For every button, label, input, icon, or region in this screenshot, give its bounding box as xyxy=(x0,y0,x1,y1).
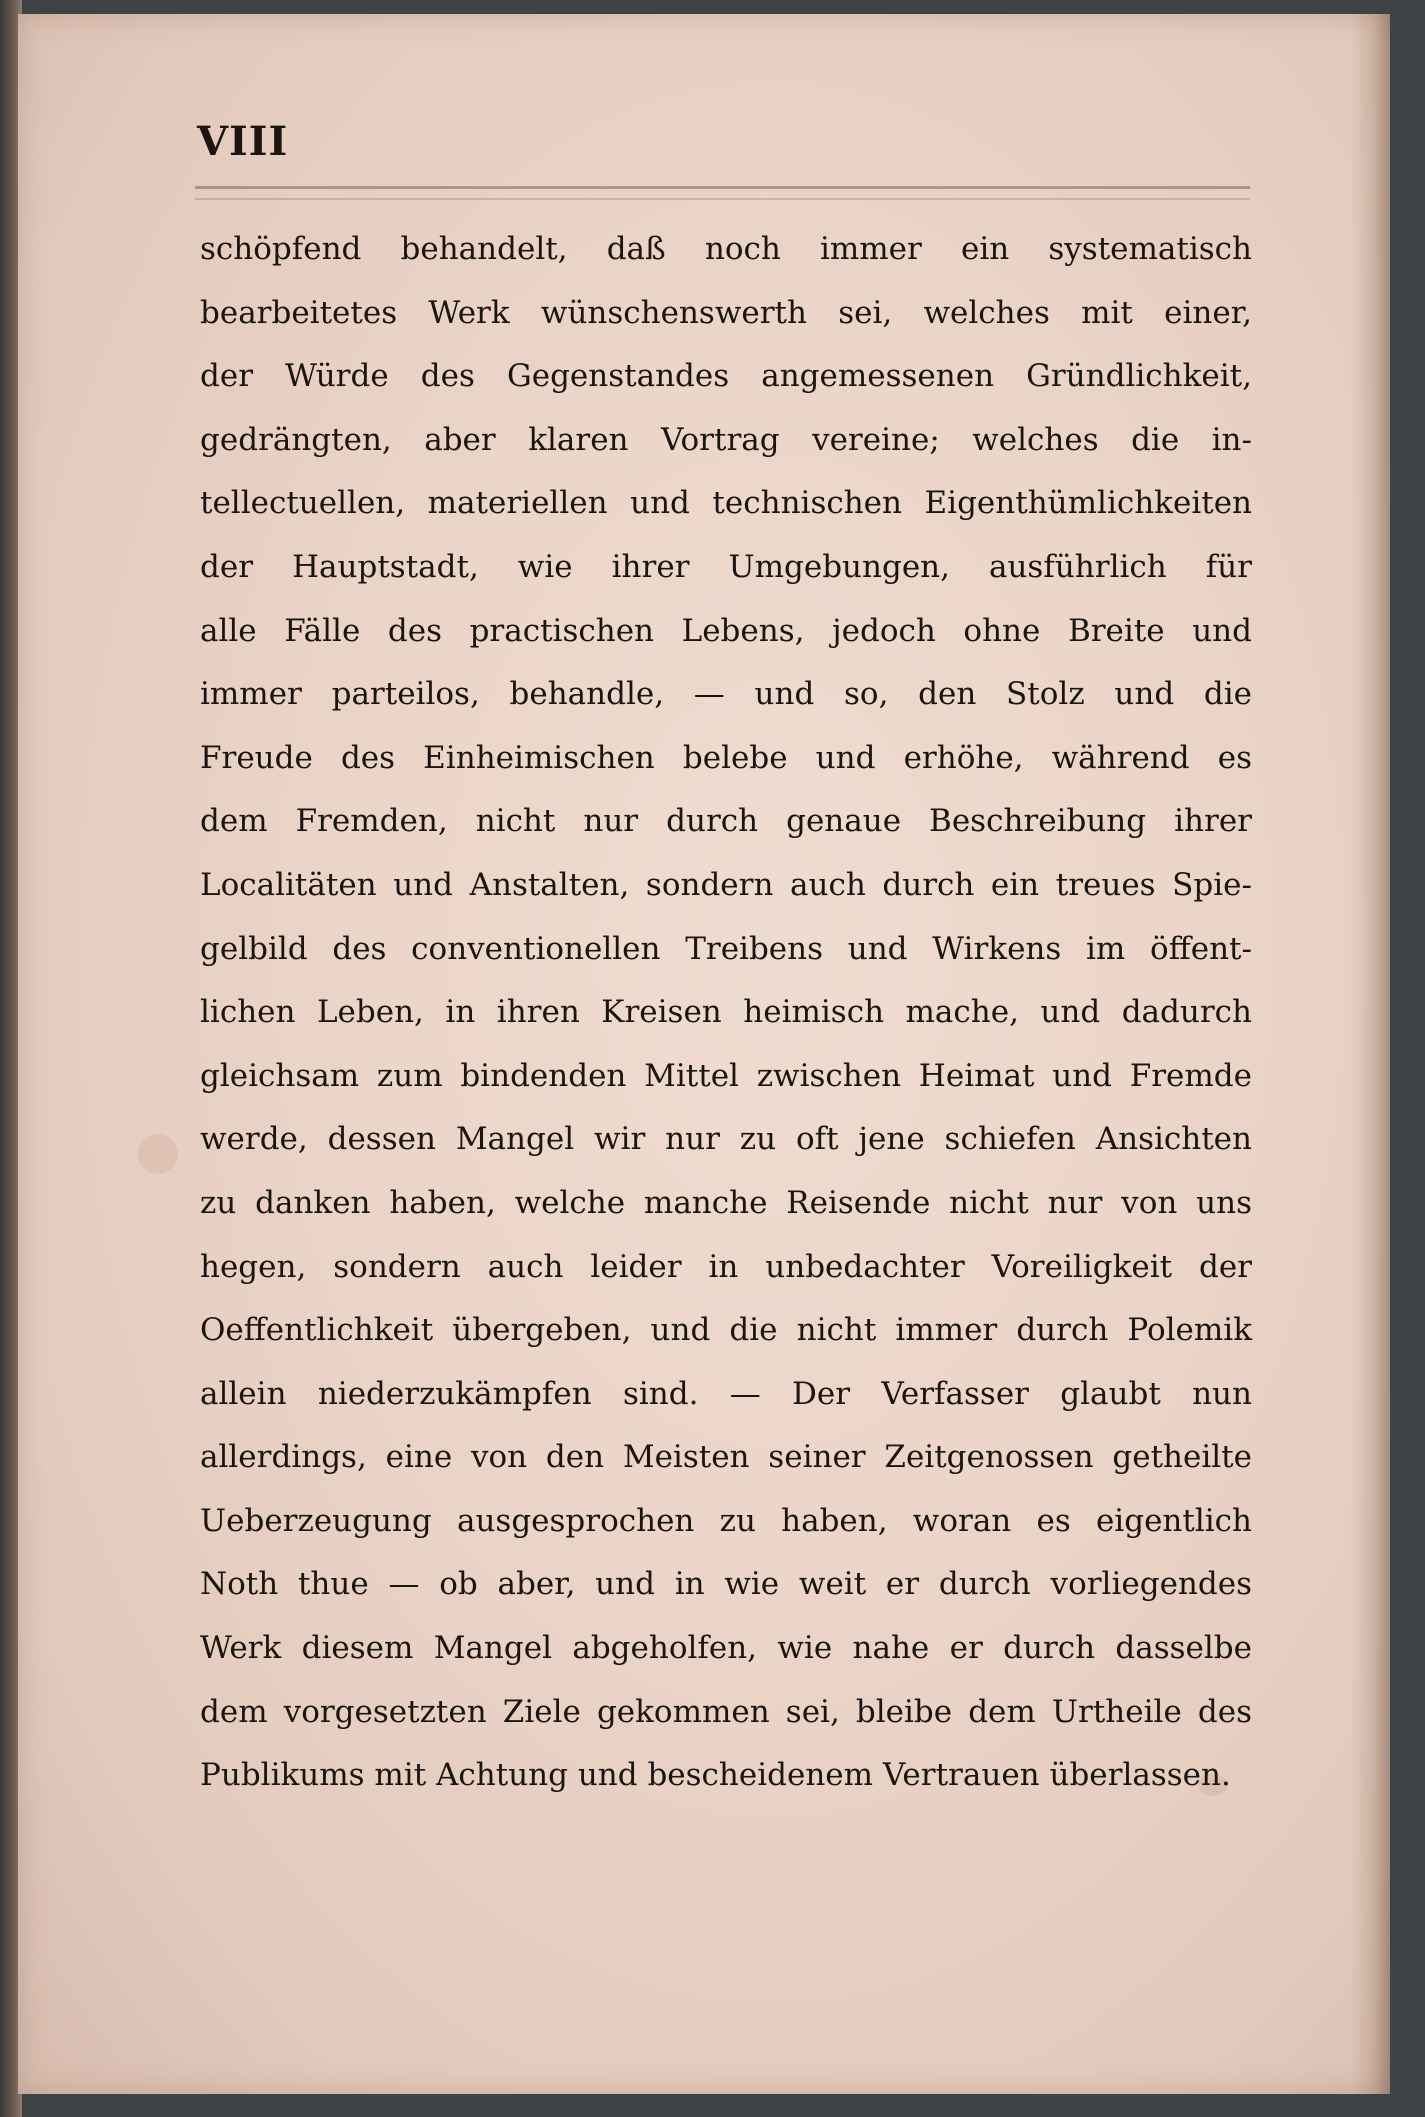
text-line: dem vorgesetzten Ziele gekommen sei, bleibe dem Urtheile des xyxy=(200,1693,1252,1730)
header-rule xyxy=(195,186,1250,200)
text-line: gelbild des conventionellen Treibens und Wirkens im öffent- xyxy=(200,930,1252,967)
body-text xyxy=(200,218,1252,1808)
text-line: werde, dessen Mangel wir nur zu oft jene schiefen Ansichten xyxy=(200,1121,1252,1158)
text-line: gleichsam zum bindenden Mittel zwischen Heimat und Fremde xyxy=(200,1057,1252,1094)
text-line: Localitäten und Anstalten, sondern auch durch ein treues Spie- xyxy=(200,866,1252,903)
text-line: immer parteilos, behandle, — und so, den Stolz und die xyxy=(200,676,1252,713)
text-line: der Würde des Gegenstandes angemessenen Gründlichkeit, xyxy=(200,358,1252,395)
text-line: schöpfend behandelt, daß noch immer ein systematisch xyxy=(200,231,1252,267)
text-line: zu danken haben, welche manche Reisende nicht nur von uns xyxy=(200,1184,1252,1221)
text-line: gedrängten, aber klaren Vortrag vereine; welches die in- xyxy=(200,421,1252,458)
text-line: bearbeitetes Werk wünschenswerth sei, welches mit einer, xyxy=(200,294,1252,331)
text-line: hegen, sondern auch leider in unbedachter Voreiligkeit der xyxy=(200,1248,1252,1285)
text-line: Oeffentlichkeit übergeben, und die nicht immer durch Polemik xyxy=(200,1312,1252,1349)
text-line: Ueberzeugung ausgesprochen zu haben, woran es eigentlich xyxy=(200,1502,1252,1539)
paper-stain xyxy=(138,1134,178,1174)
text-line: tellectuellen, materiellen und technischen Eigenthümlichkeiten xyxy=(200,485,1252,522)
text-line: lichen Leben, in ihren Kreisen heimisch mache, und dadurch xyxy=(200,994,1252,1031)
text-line: Werk diesem Mangel abgeholfen, wie nahe er durch dasselbe xyxy=(200,1630,1252,1667)
text-line: allerdings, eine von den Meisten seiner Zeitgenossen getheilte xyxy=(200,1439,1252,1476)
text-line: Freude des Einheimischen belebe und erhöhe, während es xyxy=(200,739,1252,776)
text-line: alle Fälle des practischen Lebens, jedoch ohne Breite und xyxy=(200,612,1252,649)
text-line: dem Fremden, nicht nur durch genaue Beschreibung ihrer xyxy=(200,803,1252,840)
text-line: der Hauptstadt, wie ihrer Umgebungen, ausführlich für xyxy=(200,548,1252,585)
text-line: Publikums mit Achtung und bescheidenem Vertrauen überlassen. xyxy=(200,1757,1231,1794)
text-line: allein niederzukämpfen sind. — Der Verfasser glaubt nun xyxy=(200,1375,1252,1412)
text-line: Noth thue — ob aber, und in wie weit er durch vorliegendes xyxy=(200,1566,1252,1603)
page-number: VIII xyxy=(197,118,289,165)
page-edge-shadow xyxy=(1350,14,1390,2094)
